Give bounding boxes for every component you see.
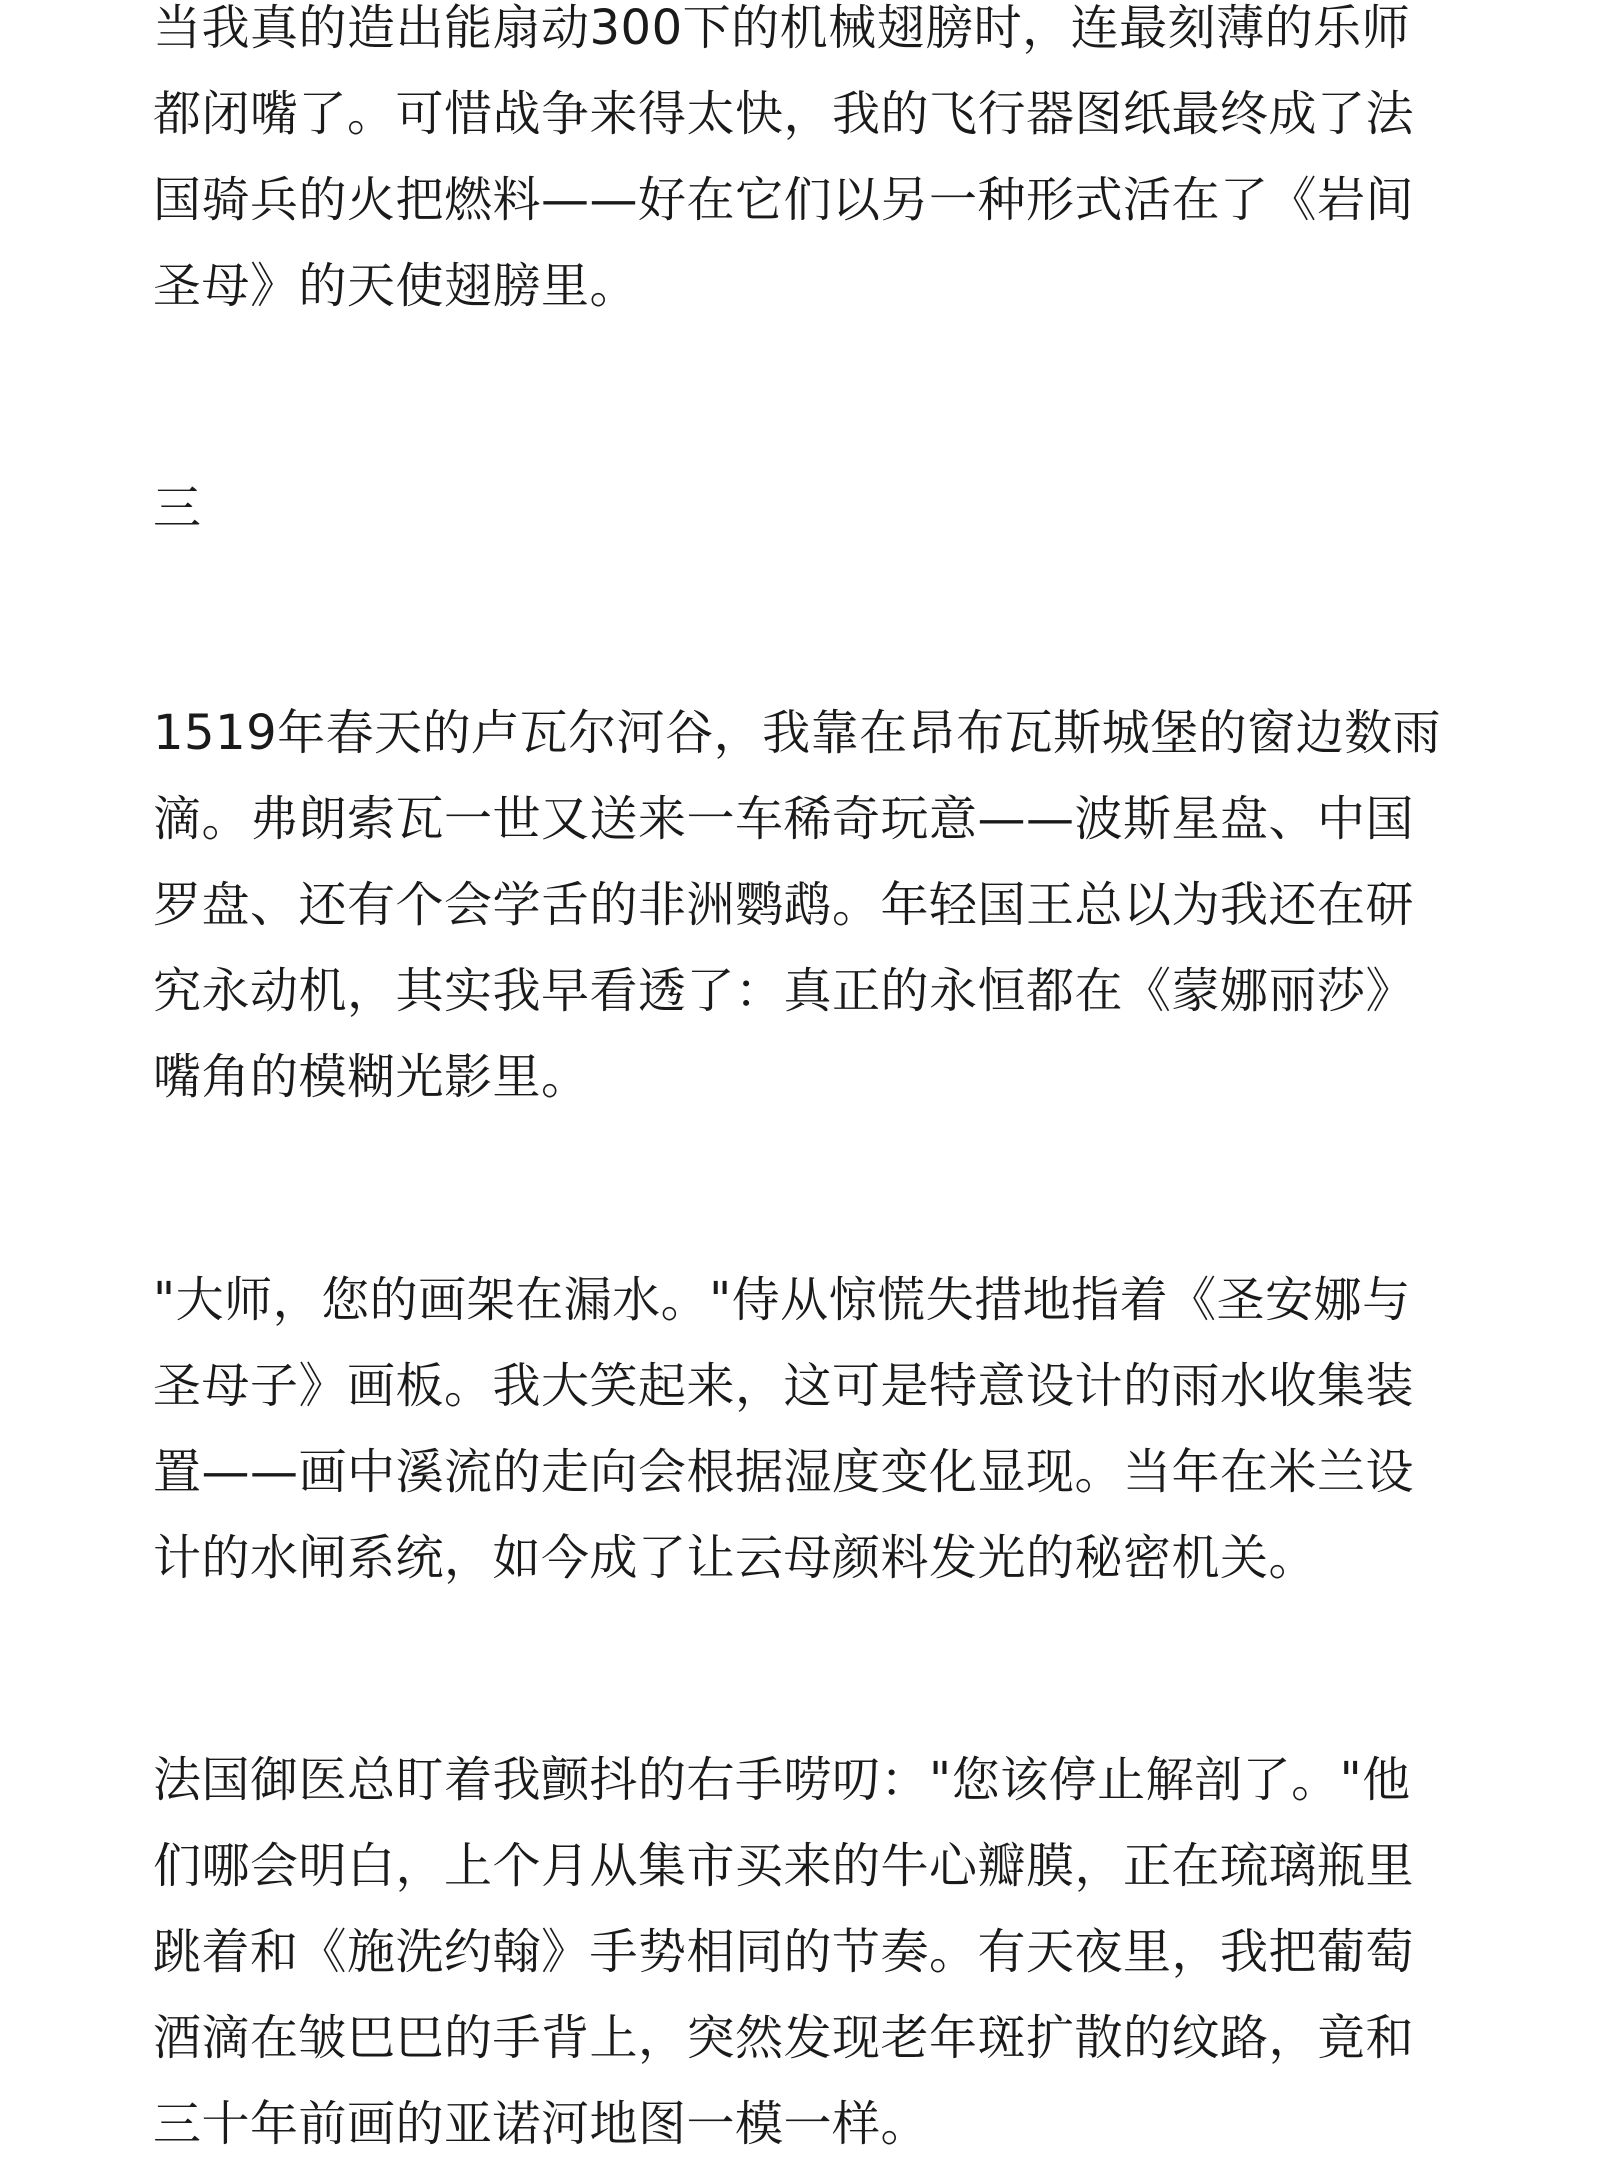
- paragraph-1: 当我真的造出能扇动300下的机械翅膀时，连最刻薄的乐师都闭嘴了。可惜战争来得太快，我的飞行器图纸最终成了法国骑兵的火把燃料——好在它们以另一种形式活在了《岩间圣母》的天使翅膀里。: [153, 0, 1415, 314]
- paragraph-2: 1519年春天的卢瓦尔河谷，我靠在昂布瓦斯城堡的窗边数雨滴。弗朗索瓦一世又送来一车稀奇玩意——波斯星盘、中国罗盘、还有个会学舌的非洲鹦鹉。年轻国王总以为我还在研究永动机，其实我早看透了：真正的永恒都在《蒙娜丽莎》嘴角的模糊光影里。: [153, 705, 1442, 1105]
- paragraph-3: "大师，您的画架在漏水。"侍从惊慌失措地指着《圣安娜与圣母子》画板。我大笑起来，这可是特意设计的雨水收集装置——画中溪流的走向会根据湿度变化显现。当年在米兰设计的水闸系统，如今成了让云母颜料发光的秘密机关。: [153, 1272, 1415, 1586]
- section-heading: 三: [153, 480, 202, 536]
- paragraph-4: 法国御医总盯着我颤抖的右手唠叨："您该停止解剖了。"他们哪会明白，上个月从集市买来的牛心瓣膜，正在琉璃瓶里跳着和《施洗约翰》手势相同的节奏。有天夜里，我把葡萄酒滴在皱巴巴的手背上，突然发现老年斑扩散的纹路，竟和三十年前画的亚诺河地图一模一样。: [153, 1752, 1415, 2152]
